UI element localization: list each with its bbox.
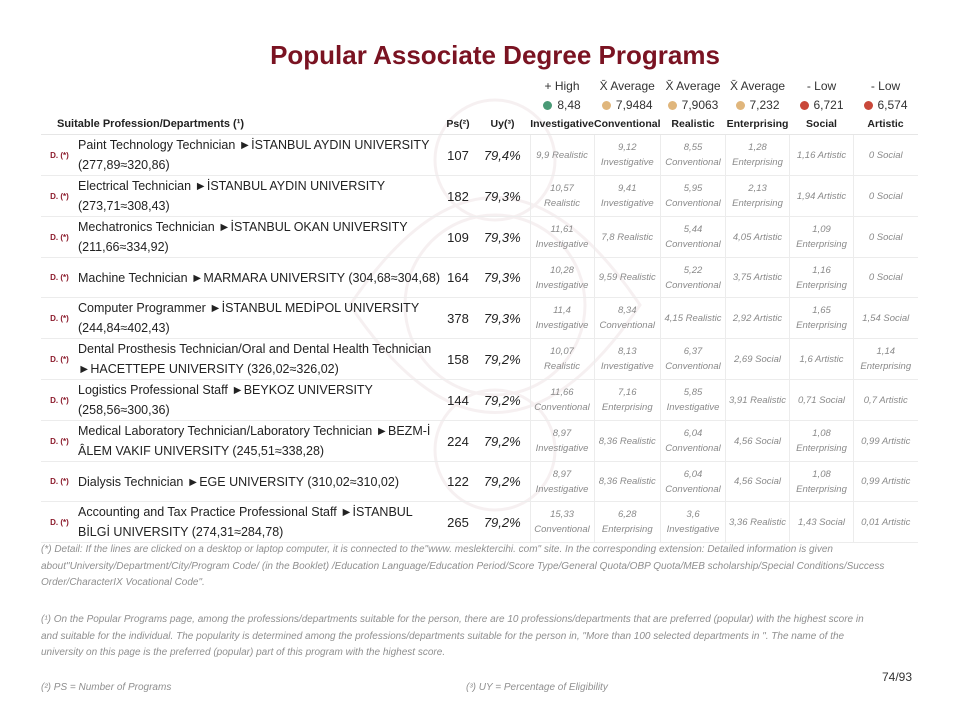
program-name[interactable]: [78, 298, 441, 339]
ps-value: 158: [441, 339, 475, 380]
score-line-2: Investigative: [535, 443, 589, 454]
score-dot: [800, 101, 809, 110]
program-line-2: ►HACETTEPE UNIVERSITY (326,02≈326,02): [78, 362, 339, 376]
table-row[interactable]: [41, 258, 918, 298]
score-line-1: 2,69 Social: [734, 353, 782, 365]
program-rows: [41, 135, 918, 543]
uy-footnote: (³) UY = Percentage of Eligibility: [466, 682, 608, 693]
score-line-1: 6,04: [683, 468, 703, 480]
uy-value: 79,3%: [475, 176, 530, 217]
category-score: [661, 135, 726, 176]
program-line-2: (273,71≈308,43): [78, 199, 170, 213]
program-line-1: Dialysis Technician ►EGE UNIVERSITY (310,02≈310,02): [78, 474, 399, 489]
program-line-1: Logistics Professional Staff ►BEYKOZ UNIVERSITY: [78, 383, 373, 397]
category-score: [661, 176, 726, 217]
score-line-1: 4,15 Realistic: [664, 312, 722, 324]
program-name[interactable]: [78, 462, 441, 502]
score-value-cell: [790, 95, 854, 114]
category-score: [594, 176, 661, 217]
program-name[interactable]: [78, 339, 441, 380]
ps-value: 144: [441, 380, 475, 421]
category-score: [726, 217, 790, 258]
program-line-1: Accounting and Tax Practice Professional Staff ►İSTANBUL: [78, 505, 413, 519]
score-line-1: 8,36 Realistic: [598, 476, 656, 487]
score-line-1: 4,05 Artistic: [732, 231, 783, 243]
program-line-1: Medical Laboratory Technician/Laboratory Technician ►BEZM-İ: [78, 424, 431, 438]
score-line-1: 7,16: [618, 387, 637, 398]
category-score: [790, 380, 854, 421]
uy-value: 79,2%: [475, 502, 530, 543]
score-line-1: 8,34: [618, 305, 637, 316]
score-line-1: 1,08: [812, 468, 831, 480]
score-line-2: Enterprising: [796, 483, 847, 495]
score-line-1: 5,95: [683, 183, 703, 194]
category-score: [594, 502, 661, 543]
score-line-1: 15,33: [550, 509, 574, 520]
category-score: [661, 258, 726, 298]
program-line-1: Computer Programmer ►İSTANBUL MEDİPOL UNIVERSITY: [78, 301, 420, 315]
table-row[interactable]: [41, 176, 918, 217]
detail-marker[interactable]: D. (*): [41, 462, 78, 502]
category-score: [594, 217, 661, 258]
score-line-1: 10,07: [550, 346, 574, 357]
score-line-2: Conventional: [534, 402, 590, 413]
score-line-2: Investigative: [666, 402, 720, 413]
score-line-2: Conventional: [665, 483, 721, 495]
category-score: [530, 298, 594, 339]
category-score: [661, 217, 726, 258]
program-line-2: (211,66≈334,92): [78, 240, 169, 254]
category-score: [726, 421, 790, 462]
program-line-1: Electrical Technician ►İSTANBUL AYDIN UNIVERSITY: [78, 179, 386, 193]
category-score: [726, 258, 790, 298]
score-line-2: Conventional: [665, 157, 721, 168]
score-line-1: 0 Social: [868, 272, 903, 283]
detail-marker[interactable]: D. (*): [41, 502, 78, 543]
score-level: - Low: [806, 78, 837, 93]
score-line-2: Enterprising: [732, 198, 783, 209]
score-line-1: 1,16 Artistic: [796, 149, 847, 161]
score-line-1: 5,85: [683, 387, 703, 398]
score-value-cell: [661, 95, 726, 114]
score-line-1: 1,08: [812, 428, 831, 439]
category-score: [661, 502, 726, 543]
score-line-1: 1,94 Artistic: [796, 190, 847, 202]
category-score: [854, 258, 918, 298]
popular-footnote: (¹) On the Popular Programs page, among the professions/departments suitable for the person, there are 10 professions/departments that are preferred (popular) with the highest score in and suitable for the individual. The popularity is determined among the professions/departments suitable for the person in, "More than 100 selected departments in ". The name of the university on this page is the preferred (popular) part of this program with the highest score.: [41, 614, 864, 658]
category-score: [661, 298, 726, 339]
category-score: [854, 298, 918, 339]
score-line-1: 5,22: [683, 264, 703, 276]
ps-value: 164: [441, 258, 475, 298]
score-value-cell: [854, 95, 918, 114]
score-value: 7,9484: [615, 97, 653, 112]
score-line-2: Conventional: [665, 239, 721, 250]
uy-value: 79,2%: [475, 462, 530, 502]
uy-value: 79,3%: [475, 217, 530, 258]
score-line-1: 0,99 Artistic: [861, 476, 911, 487]
category-score: [594, 421, 661, 462]
score-line-2: Investigative: [535, 279, 589, 291]
category-score: [530, 258, 594, 298]
uy-value: 79,2%: [475, 380, 530, 421]
category-score: [530, 176, 594, 217]
score-line-1: 6,28: [618, 509, 637, 520]
score-line-2: Enterprising: [796, 320, 847, 331]
category-score: [790, 421, 854, 462]
category-header: Realistic: [661, 114, 726, 135]
score-line-1: 1,14: [876, 346, 896, 357]
category-score: [661, 380, 726, 421]
score-line-2: Investigative: [535, 320, 589, 331]
score-line-1: 8,36 Realistic: [598, 435, 656, 447]
table-row[interactable]: [41, 298, 918, 339]
score-line-1: 0,01 Artistic: [861, 516, 911, 528]
category-score: [661, 462, 726, 502]
category-score: [726, 298, 790, 339]
score-line-1: 9,12: [618, 142, 637, 153]
category-score: [790, 298, 854, 339]
score-level: X̄ Average: [729, 78, 786, 93]
score-line-2: Enterprising: [796, 443, 847, 454]
score-line-1: 1,43 Social: [798, 516, 846, 528]
category-header: Enterprising: [726, 114, 790, 135]
score-level: X̄ Average: [599, 78, 655, 93]
table-row[interactable]: [41, 217, 918, 258]
uy-header: Uy(³): [475, 114, 530, 135]
score-line-2: Enterprising: [796, 239, 847, 250]
score-line-2: Investigative: [600, 361, 654, 372]
program-line-2: ÂLEM VAKIF UNIVERSITY (245,51≈338,28): [78, 444, 325, 458]
score-line-2: Investigative: [600, 198, 654, 209]
score-line-1: 8,55: [683, 142, 703, 153]
score-line-2: Conventional: [599, 320, 655, 331]
category-score: [854, 462, 918, 502]
score-line-1: 1,54 Social: [862, 312, 910, 324]
category-header: Conventional: [594, 114, 661, 135]
program-line-1: Machine Technician ►MARMARA UNIVERSITY (304,68≈304,68): [78, 270, 440, 285]
category-score: [790, 217, 854, 258]
score-value-cell: [726, 95, 790, 114]
score-line-1: 3,6: [686, 509, 700, 520]
detail-marker[interactable]: D. (*): [41, 258, 78, 298]
category-score: [790, 502, 854, 543]
ps-value: 182: [441, 176, 475, 217]
score-line-1: 6,04: [683, 428, 703, 439]
program-name[interactable]: [78, 135, 441, 176]
score-line-1: 0,99 Artistic: [861, 435, 911, 447]
program-name[interactable]: [78, 176, 441, 217]
ps-value: 122: [441, 462, 475, 502]
score-level: X̄ Average: [665, 78, 721, 93]
score-value: 7,9063: [681, 97, 719, 112]
score-value: 6,574: [877, 97, 908, 112]
score-line-1: 1,28: [748, 142, 767, 153]
score-line-1: 2,13: [748, 183, 767, 194]
program-line-2: (258,56≈300,36): [78, 403, 170, 417]
category-score: [790, 462, 854, 502]
score-line-2: Conventional: [665, 198, 721, 209]
category-score: [790, 339, 854, 380]
page-title: Popular Associate Degree Programs: [270, 40, 720, 70]
table-row[interactable]: [41, 421, 918, 462]
category-score: [854, 380, 918, 421]
score-line-1: 9,9 Realistic: [536, 149, 588, 161]
score-line-1: 10,57: [550, 183, 574, 194]
category-score: [726, 502, 790, 543]
category-score: [726, 380, 790, 421]
category-score: [790, 176, 854, 217]
score-line-1: 3,36 Realistic: [729, 516, 787, 528]
score-line-2: Enterprising: [860, 361, 912, 372]
score-line-1: 0,7 Artistic: [863, 394, 908, 406]
score-line-1: 11,66: [550, 387, 574, 398]
score-dot: [543, 101, 552, 110]
program-name[interactable]: [78, 217, 441, 258]
uy-value: 79,2%: [475, 339, 530, 380]
category-score: [661, 339, 726, 380]
score-line-1: 9,41: [618, 183, 637, 194]
score-line-1: 0 Social: [868, 190, 903, 202]
detail-marker[interactable]: D. (*): [41, 217, 78, 258]
score-value: 6,721: [813, 97, 844, 112]
score-line-1: 0 Social: [868, 231, 903, 243]
score-line-2: Investigative: [535, 483, 589, 495]
category-score: [790, 258, 854, 298]
uy-value: 79,4%: [475, 135, 530, 176]
ps-header: Ps(²): [441, 114, 475, 135]
category-score: [530, 217, 594, 258]
score-level: - Low: [870, 78, 901, 93]
category-score: [594, 380, 661, 421]
score-line-2: Realistic: [544, 198, 580, 209]
score-value-cell: [530, 95, 594, 114]
score-level: + High: [544, 78, 580, 93]
detail-marker[interactable]: D. (*): [41, 298, 78, 339]
score-dot: [668, 101, 677, 110]
category-score: [530, 339, 594, 380]
score-line-2: Conventional: [665, 279, 721, 291]
category-score: [530, 502, 594, 543]
score-dot: [736, 101, 745, 110]
score-line-2: Investigative: [600, 157, 654, 168]
category-score: [594, 462, 661, 502]
score-line-1: 2,92 Artistic: [732, 312, 783, 324]
program-name[interactable]: [78, 421, 441, 462]
program-line-2: (244,84≈402,43): [78, 321, 170, 335]
uy-value: 79,3%: [475, 298, 530, 339]
category-score: [594, 135, 661, 176]
category-score: [530, 421, 594, 462]
category-score: [530, 380, 594, 421]
category-score: [854, 339, 918, 380]
ps-value: 378: [441, 298, 475, 339]
uy-value: 79,3%: [475, 258, 530, 298]
score-line-1: 9,59 Realistic: [598, 272, 656, 283]
score-line-2: Conventional: [534, 524, 590, 535]
table-row[interactable]: [41, 135, 918, 176]
table-header: [41, 114, 918, 135]
uy-value: 79,2%: [475, 421, 530, 462]
category-score: [854, 421, 918, 462]
score-line-1: 4,56 Social: [734, 435, 782, 447]
category-score: [594, 258, 661, 298]
category-score: [726, 135, 790, 176]
score-line-2: Enterprising: [601, 524, 653, 535]
score-line-1: 3,91 Realistic: [729, 394, 787, 406]
category-score: [726, 339, 790, 380]
score-line-1: 7,8 Realistic: [601, 231, 654, 243]
table-row[interactable]: [41, 339, 918, 380]
category-score: [854, 217, 918, 258]
ps-value: 107: [441, 135, 475, 176]
detail-marker[interactable]: D. (*): [41, 135, 78, 176]
score-dot: [602, 101, 611, 110]
score-line-1: 1,16: [812, 264, 831, 276]
detail-marker[interactable]: D. (*): [41, 176, 78, 217]
score-line-1: 0,71 Social: [798, 394, 846, 406]
category-score: [790, 135, 854, 176]
ps-value: 265: [441, 502, 475, 543]
score-line-1: 11,61: [550, 224, 574, 235]
score-line-1: 8,13: [618, 346, 637, 357]
category-score: [854, 176, 918, 217]
detail-footnote: (*) Detail: If the lines are clicked on a desktop or laptop computer, it is connected to the"www. meslektercihi. com" site. In the corresponding extension: Detailed information is given about"University/Department/City/Program Code/ (in the Booklet) /Education Language/Education Period/Score Type/General Quota/OBP Quota/MEB scholarship/Special Conditions/Success Order/CharacterIX Vocational Code".: [41, 544, 885, 588]
score-line-2: Conventional: [665, 361, 721, 372]
score-line-2: Enterprising: [796, 279, 847, 291]
score-line-2: Realistic: [544, 361, 580, 372]
suitable-header: Suitable Profession/Departments (¹): [41, 114, 441, 135]
score-line-1: 3,75 Artistic: [732, 272, 783, 283]
ps-footnote: (²) PS = Number of Programs: [41, 682, 172, 693]
score-line-1: 11,4: [553, 305, 571, 316]
category-score: [854, 135, 918, 176]
score-line-2: Investigative: [666, 524, 720, 535]
category-header: Artistic: [854, 114, 918, 135]
category-score: [530, 135, 594, 176]
score-line-1: 8,97: [552, 428, 572, 439]
category-header: Investigative: [530, 114, 594, 135]
program-name[interactable]: [78, 502, 441, 543]
table-row[interactable]: [41, 462, 918, 502]
program-line-2: (277,89≈320,86): [78, 158, 170, 172]
program-line-1: Dental Prosthesis Technician/Oral and Dental Health Technician: [78, 342, 432, 356]
program-name[interactable]: [78, 258, 441, 298]
category-score: [661, 421, 726, 462]
page-number: 74/93: [881, 670, 912, 684]
category-score: [726, 176, 790, 217]
score-line-1: 0 Social: [868, 149, 903, 161]
score-line-2: Investigative: [535, 239, 589, 250]
category-header: Social: [790, 114, 854, 135]
detail-marker[interactable]: D. (*): [41, 380, 78, 421]
programs-table: [41, 76, 918, 543]
category-score: [726, 462, 790, 502]
score-line-1: 5,44: [683, 224, 703, 235]
category-score: [530, 462, 594, 502]
score-line-1: 10,28: [550, 264, 574, 276]
program-line-1: Paint Technology Technician ►İSTANBUL AYDIN UNIVERSITY: [78, 138, 430, 152]
score-value-cell: [594, 95, 661, 114]
score-line-2: Enterprising: [601, 402, 653, 413]
table-row[interactable]: [41, 380, 918, 421]
detail-marker[interactable]: D. (*): [41, 421, 78, 462]
detail-marker[interactable]: D. (*): [41, 339, 78, 380]
score-line-2: Enterprising: [732, 157, 783, 168]
score-summary: [41, 76, 918, 114]
category-score: [594, 339, 661, 380]
score-line-1: 6,37: [683, 346, 703, 357]
score-line-1: 1,6 Artistic: [799, 353, 844, 365]
score-line-1: 1,65: [812, 305, 831, 316]
table-row[interactable]: [41, 502, 918, 543]
program-line-2: BİLGİ UNIVERSITY (274,31≈284,78): [78, 525, 284, 539]
ps-value: 224: [441, 421, 475, 462]
score-line-1: 1,09: [812, 224, 831, 235]
score-dot: [864, 101, 873, 110]
score-value: 7,232: [749, 97, 780, 112]
score-line-1: 4,56 Social: [734, 476, 782, 487]
program-line-1: Mechatronics Technician ►İSTANBUL OKAN UNIVERSITY: [78, 220, 408, 234]
program-name[interactable]: [78, 380, 441, 421]
category-score: [854, 502, 918, 543]
category-score: [594, 298, 661, 339]
score-value: 8,48: [557, 97, 581, 112]
score-line-1: 8,97: [552, 468, 572, 480]
score-line-2: Conventional: [665, 443, 721, 454]
ps-value: 109: [441, 217, 475, 258]
